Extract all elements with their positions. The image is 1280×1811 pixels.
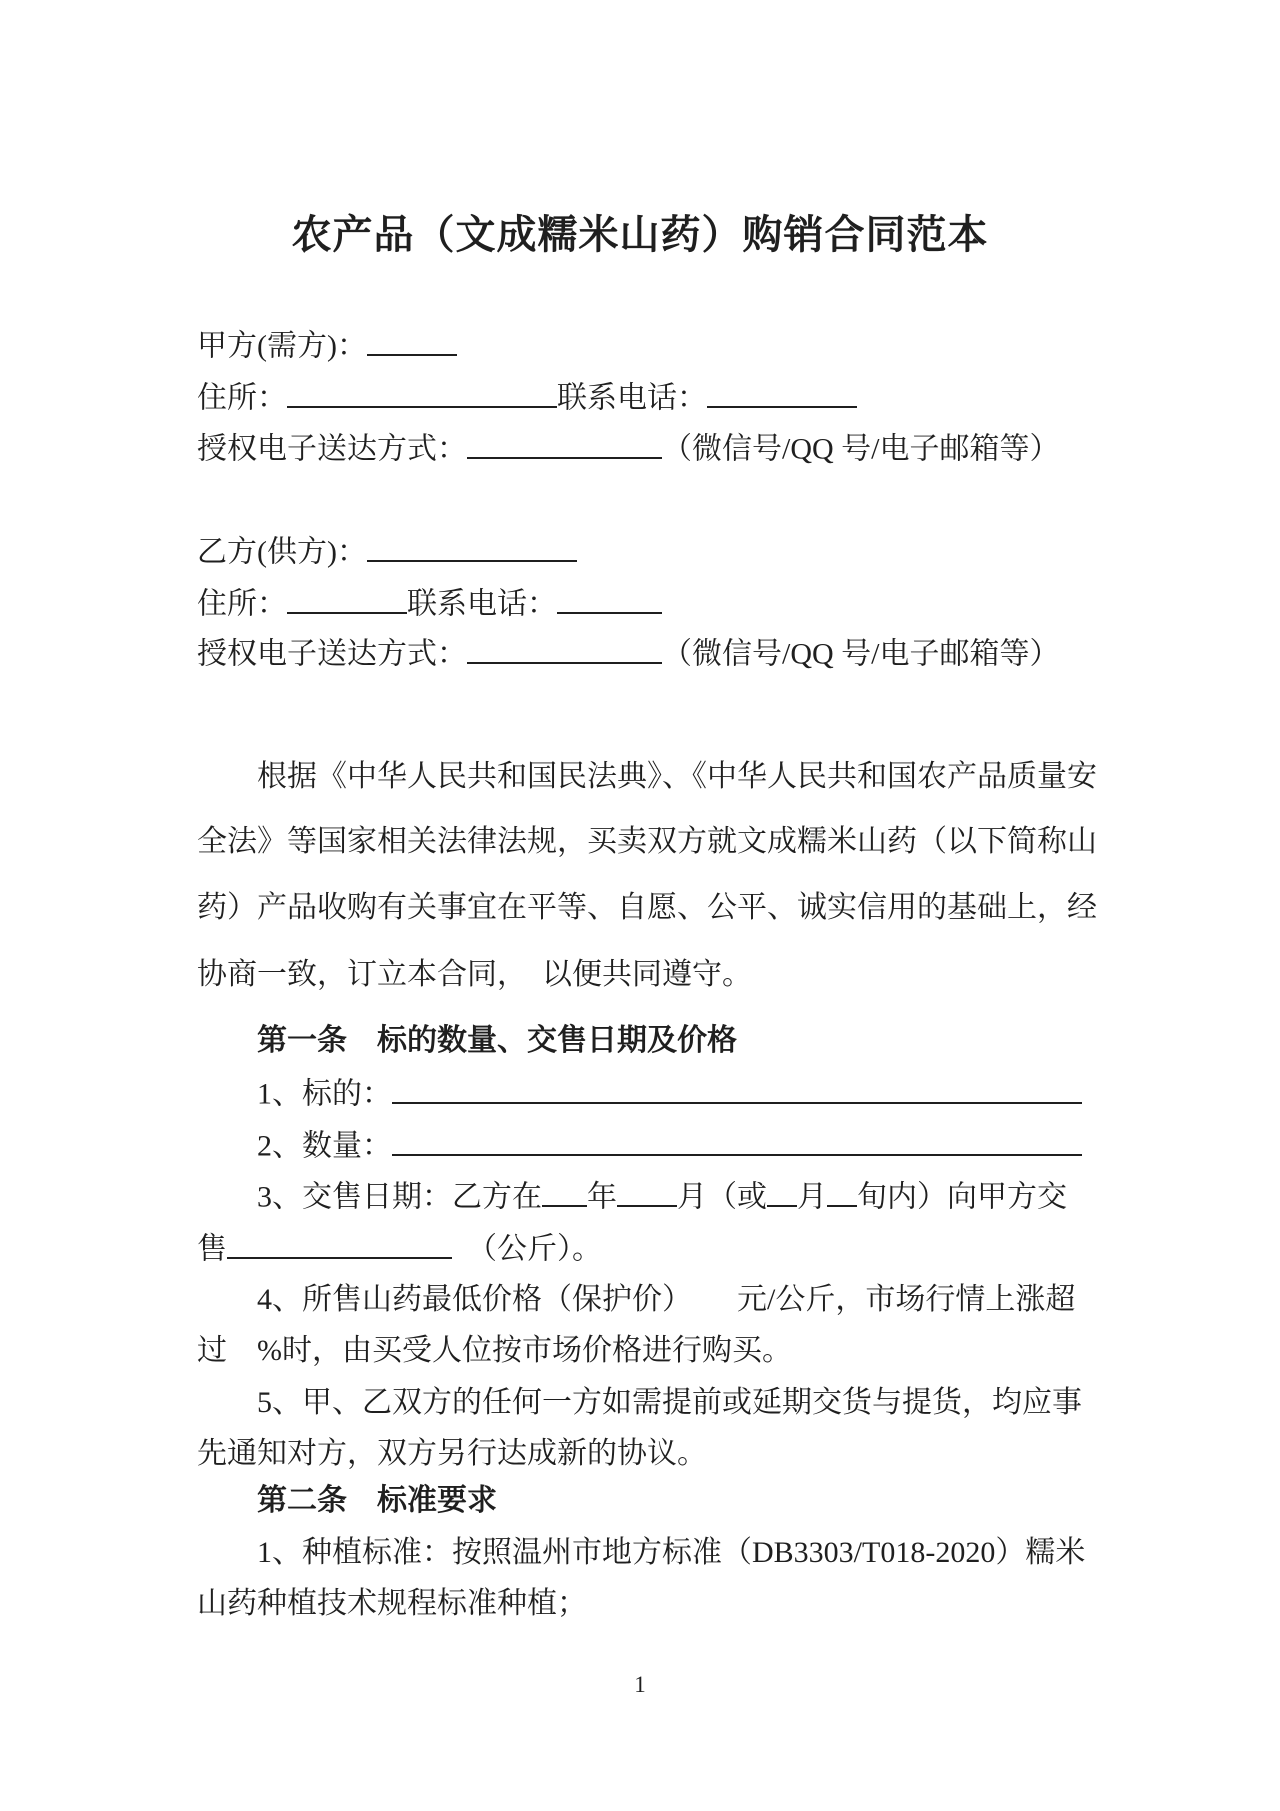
section-1-item-4b: 过 %时，由买受人位按市场价格进行购买。 [197,1334,792,1367]
blank-field [367,529,577,562]
blank-field [392,1071,1082,1104]
blank-field [287,375,557,408]
party-b-edelivery-line: 授权电子送达方式： （微信号/QQ 号/电子邮箱等） [197,631,1117,677]
page-number: 1 [634,1672,646,1697]
intro-line-2: 全法》等国家相关法律法规，买卖双方就文成糯米山药（以下简称山 [197,825,1097,858]
section-1-item-4a: 4、所售山药最低价格（保护价） 元/公斤，市场行情上涨超 [257,1283,1076,1316]
party-a-address-line: 住所： 联系电话： [197,375,1117,421]
section-1-item-5a: 5、甲、乙双方的任何一方如需提前或延期交货与提货，均应事 [257,1386,1082,1419]
blank-field [227,1226,452,1259]
blank-field [287,581,407,614]
intro-line-1: 根据《中华人民共和国民法典》、《中华人民共和国农产品质量安 [257,760,1097,793]
blank-field [827,1174,857,1207]
blank-field [767,1174,797,1207]
intro-line-3: 药）产品收购有关事宜在平等、自愿、公平、诚实信用的基础上，经 [197,891,1097,924]
blank-field [542,1174,587,1207]
section-1-item-5b: 先通知对方，双方另行达成新的协议。 [197,1437,707,1470]
section-1-heading: 第一条 标的数量、交售日期及价格 [257,1024,737,1057]
section-2-item-1b: 山药种植技术规程标准种植； [197,1587,587,1620]
section-2-item-1a: 1、种植标准：按照温州市地方标准（DB3303/T018-2020）糯米 [257,1536,1086,1569]
section-1-item-1: 1、标的： [197,1071,1117,1117]
section-1-item-3a: 3、交售日期：乙方在 年 月（或 月 旬内）向甲方交 [197,1174,1117,1220]
party-a-name-line: 甲方(需方)： [197,323,1117,369]
blank-field [392,1123,1082,1156]
party-a-edelivery-line: 授权电子送达方式： （微信号/QQ 号/电子邮箱等） [197,426,1117,472]
document-title: 农产品（文成糯米山药）购销合同范本 [291,213,989,257]
intro-line-4: 协商一致，订立本合同， 以便共同遵守。 [197,958,752,991]
blank-field [707,375,857,408]
blank-field [467,426,662,459]
party-b-address-line: 住所： 联系电话： [197,581,1117,627]
blank-field [617,1174,677,1207]
blank-field [367,323,457,356]
party-b-name-line: 乙方(供方)： [197,529,1117,575]
blank-field [557,581,662,614]
section-2-heading: 第二条 标准要求 [257,1484,497,1517]
section-1-item-2: 2、数量： [197,1123,1117,1169]
section-1-item-3b: 售 （公斤）。 [197,1226,1117,1272]
blank-field [467,631,662,664]
